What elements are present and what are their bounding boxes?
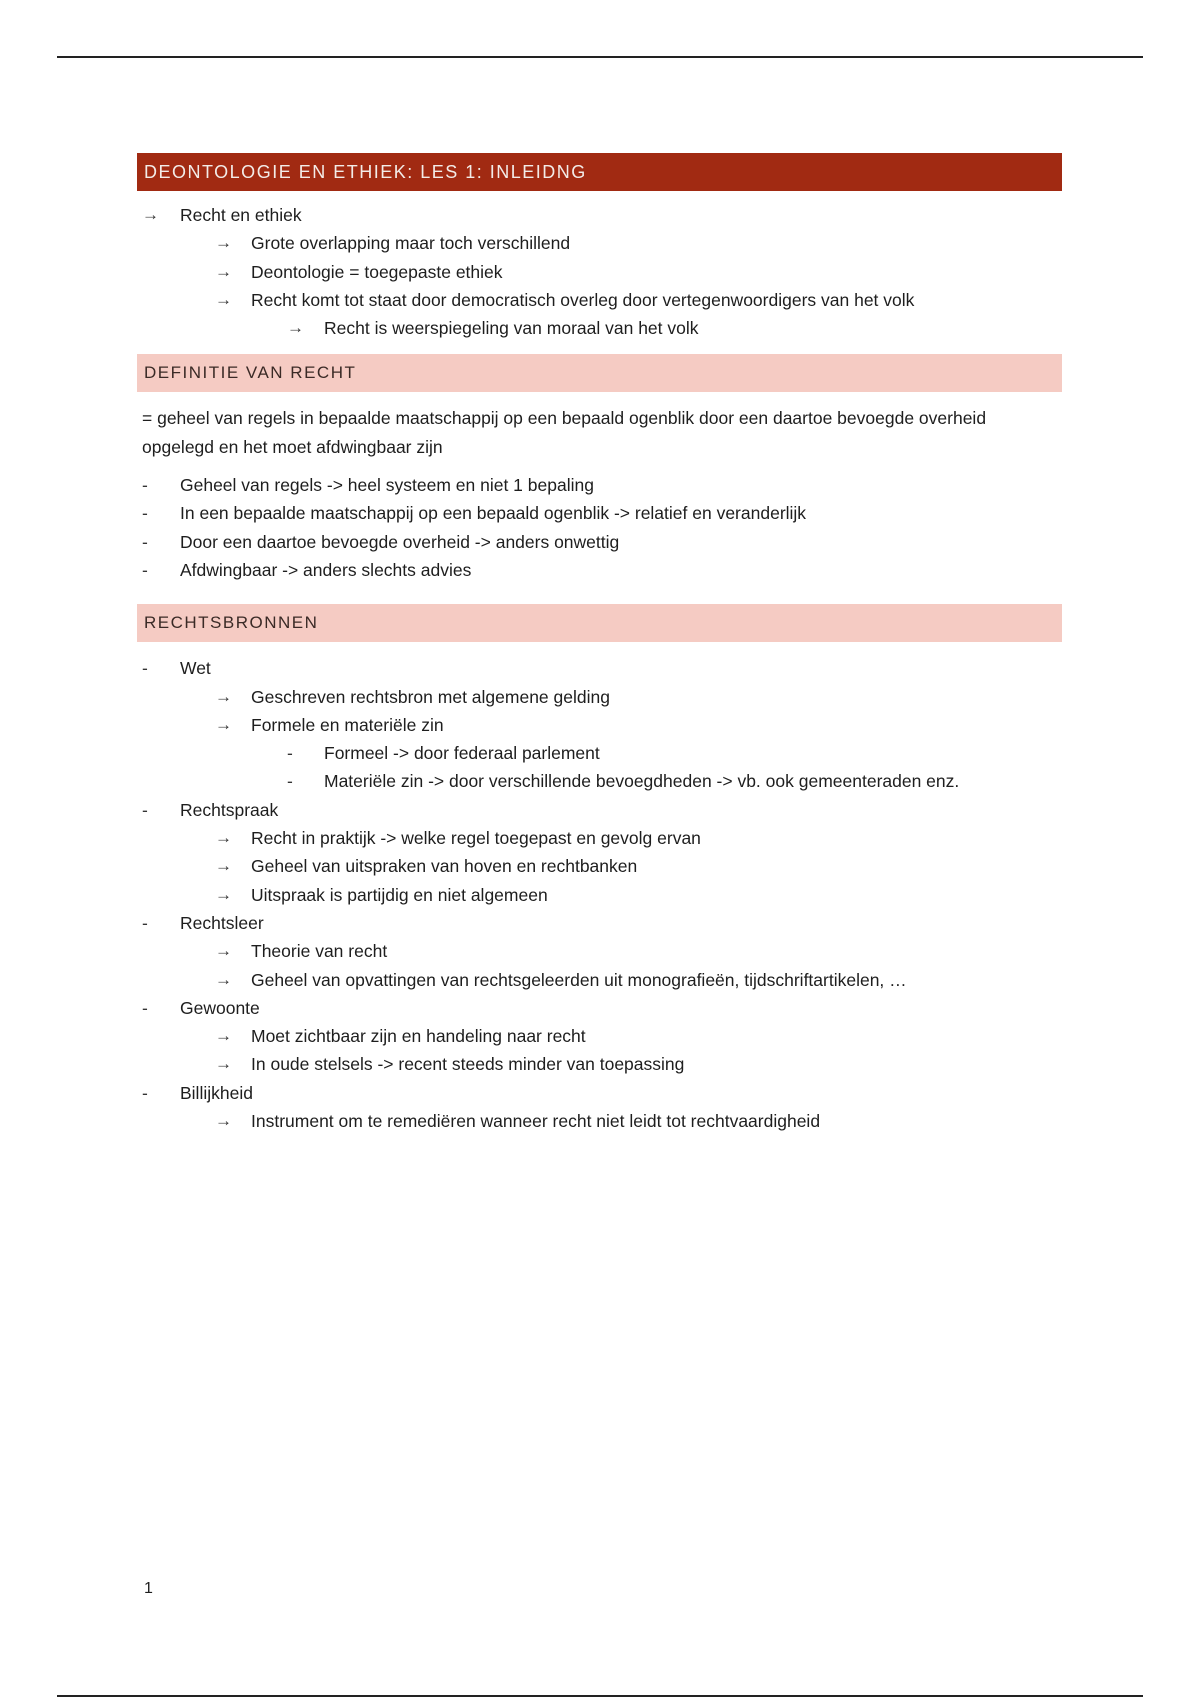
list-item: [137, 767, 1062, 795]
definitie-heading: DEFINITIE VAN RECHT: [137, 354, 1062, 392]
dash-bullet: -: [142, 658, 148, 679]
list-item: [137, 314, 1062, 342]
list-item-text: Recht komt tot staat door democratisch overleg door vertegenwoordigers van het volk: [251, 289, 915, 310]
dash-bullet: -: [142, 1082, 148, 1103]
dash-bullet: -: [287, 771, 293, 792]
arrow-bullet-icon: →: [215, 1111, 232, 1131]
list-item: [137, 229, 1062, 257]
footer-rule: [57, 1695, 1143, 1697]
list-item-text: Rechtsleer: [180, 912, 264, 933]
list-item: [137, 683, 1062, 711]
list-item-text: Gewoonte: [180, 997, 260, 1018]
intro-list: [137, 201, 1062, 342]
arrow-bullet-icon: →: [215, 233, 232, 253]
list-item: [137, 1107, 1062, 1135]
header-rule: [57, 56, 1143, 58]
arrow-bullet-icon: →: [215, 686, 232, 706]
dash-bullet: -: [142, 799, 148, 820]
list-item: [137, 937, 1062, 965]
list-item: [137, 881, 1062, 909]
list-item: [137, 1079, 1062, 1107]
list-item-text: Door een daartoe bevoegde overheid -> anders onwettig: [180, 531, 620, 552]
list-item: [137, 966, 1062, 994]
list-item-text: Geheel van uitspraken van hoven en rechtbanken: [251, 856, 638, 877]
list-item-text: Theorie van recht: [251, 941, 388, 962]
list-item: [137, 471, 1062, 499]
dash-bullet: -: [142, 531, 148, 552]
dash-bullet: -: [142, 503, 148, 524]
list-item-text: Geschreven rechtsbron met algemene gelding: [251, 686, 610, 707]
arrow-bullet-icon: →: [215, 828, 232, 848]
dash-bullet: -: [142, 912, 148, 933]
list-item: [137, 499, 1062, 527]
rechtsbronnen-list: [137, 654, 1062, 1135]
arrow-bullet-icon: →: [215, 941, 232, 961]
list-item-text: In een bepaalde maatschappij op een bepaald ogenblik -> relatief en veranderlijk: [180, 503, 807, 524]
dash-bullet: -: [142, 997, 148, 1018]
arrow-bullet-icon: →: [142, 205, 159, 224]
list-item: [137, 796, 1062, 824]
list-item-text: Uitspraak is partijdig en niet algemeen: [251, 884, 548, 905]
list-item: [137, 1022, 1062, 1050]
list-item-text: In oude stelsels -> recent steeds minder van toepassing: [251, 1054, 685, 1075]
arrow-bullet-icon: →: [287, 318, 304, 338]
list-item-text: Recht en ethiek: [180, 205, 302, 225]
title-banner: DEONTOLOGIE EN ETHIEK: LES 1: INLEIDNG: [137, 153, 1062, 191]
arrow-bullet-icon: →: [215, 969, 232, 989]
list-item: [137, 528, 1062, 556]
list-item: [137, 1050, 1062, 1078]
list-item-text: Afdwingbaar -> anders slechts advies: [180, 559, 472, 580]
list-item: [137, 824, 1062, 852]
arrow-bullet-icon: →: [215, 289, 232, 309]
list-item-text: Geheel van regels -> heel systeem en niet 1 bepaling: [180, 475, 594, 496]
list-item-text: Rechtspraak: [180, 799, 279, 820]
list-item-text: Formeel -> door federaal parlement: [324, 743, 600, 764]
list-item-text: Moet zichtbaar zijn en handeling naar recht: [251, 1026, 586, 1047]
definitie-list: [137, 471, 1062, 584]
list-item-text: Instrument om te remediëren wanneer recht niet leidt tot rechtvaardigheid: [251, 1111, 821, 1132]
rechtsbronnen-heading: RECHTSBRONNEN: [137, 604, 1062, 642]
list-item-text: Formele en materiële zin: [251, 714, 444, 735]
arrow-bullet-icon: →: [215, 1026, 232, 1046]
list-item: [137, 711, 1062, 739]
list-item: [137, 909, 1062, 937]
page-number: 1: [144, 1580, 153, 1597]
list-item-text: Materiële zin -> door verschillende bevoegdheden -> vb. ook gemeenteraden enz.: [324, 771, 960, 792]
dash-bullet: -: [142, 475, 148, 496]
arrow-bullet-icon: →: [215, 1054, 232, 1074]
list-item: [137, 556, 1062, 584]
list-item-text: Billijkheid: [180, 1082, 253, 1103]
list-item-text: Recht in praktijk -> welke regel toegepast en gevolg ervan: [251, 828, 701, 849]
list-item-text: Wet: [180, 658, 211, 679]
list-item: [137, 739, 1062, 767]
list-item: [137, 201, 1062, 229]
arrow-bullet-icon: →: [215, 856, 232, 876]
dash-bullet: -: [142, 559, 148, 580]
arrow-bullet-icon: →: [215, 714, 232, 734]
list-item-text: Deontologie = toegepaste ethiek: [251, 261, 503, 282]
definitie-text: = geheel van regels in bepaalde maatschappij op een bepaald ogenblik door een daartoe bevoegde overheid opgelegd en het moet afdwingbaar zijn: [142, 408, 987, 457]
dash-bullet: -: [287, 743, 293, 764]
document-body: [137, 153, 1062, 1135]
arrow-bullet-icon: →: [215, 884, 232, 904]
arrow-bullet-icon: →: [215, 261, 232, 281]
list-item-text: Grote overlapping maar toch verschillend: [251, 233, 571, 254]
list-item-text: Recht is weerspiegeling van moraal van het volk: [324, 318, 699, 339]
list-item: [137, 994, 1062, 1022]
list-item: [137, 258, 1062, 286]
list-item: [137, 852, 1062, 880]
list-item: [137, 654, 1062, 682]
list-item-text: Geheel van opvattingen van rechtsgeleerden uit monografieën, tijdschriftartikelen, …: [251, 969, 907, 990]
list-item: [137, 286, 1062, 314]
